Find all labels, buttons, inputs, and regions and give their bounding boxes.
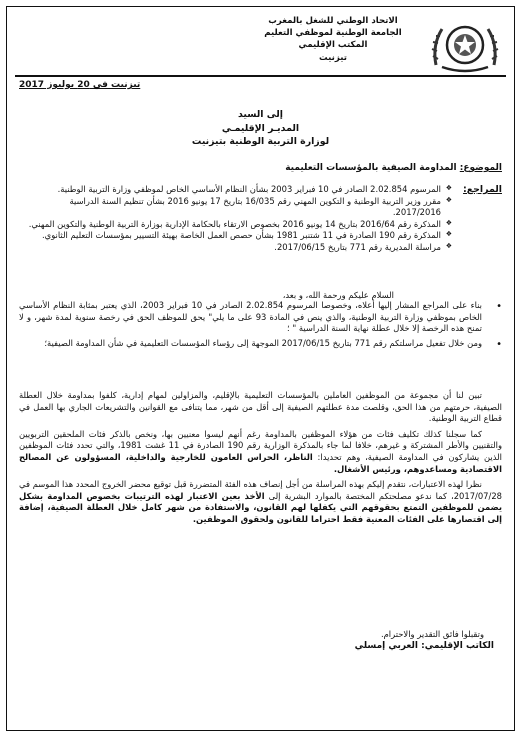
subject-label: الموضوع: (459, 163, 502, 173)
body-paragraph (19, 479, 502, 525)
recipient-line: إلى السيد (238, 109, 283, 120)
reference-item: ❖ المذكرة رقم 2016/64 بتاريخ 14 يونيو 2016 بخصوص الارتقاء بالحكامة الإدارية بوزارة التربية الوطنية والتكوين المهني. (19, 219, 452, 231)
body-paragraph (19, 429, 502, 475)
signature: الكاتب الإقليمي: العربي إمسلي (354, 641, 494, 651)
letterhead-line: الاتحاد الوطني للشغل بالمغرب (268, 16, 398, 26)
paragraph-text: كما سجلنا كذلك تكليف فئات من هؤلاء الموظفين بالمداومة رغم أنهم ليسوا معنيين بها، ونخص بالذكر فئات الملحقين التربويين والتقنيين والأطر المشتركة و غيرهم، خلافا لما جاء بالمذكرة الوزارية رقم 190 الصادرة في 11 غشت 1981، والتي تحدد فئات الموظفين الذين يشاركون في المداومة الصيفية، وهم تحديدا: (19, 428, 502, 462)
subject-line (19, 162, 502, 174)
letter-page (6, 6, 515, 731)
recipient-line: لوزارة التربية الوطنية بتيزنيت (191, 136, 330, 148)
reference-item: ❖ مقرر وزير التربية الوطنية و التكوين المهني رقم 16/035 بتاريخ 17 يونيو 2016 بشأن تنظيم السنة الدراسية 2017/2016. (19, 196, 452, 219)
letterhead-line: تيزنيت (319, 52, 347, 63)
bullet-list (19, 300, 484, 352)
closing-line: وتقبلوا فائق التقدير والاحترام. (380, 629, 484, 639)
bullet-item: • بناء على المراجع المشار إليها أعلاه، وخصوصا المرسوم 2.02.854 الصادر في 10 فبراير 2003، الذي يعتبر بمثابة النظام الأساسي الخاص بموظفي وزارة التربية الوطنية، والذي ينص في المادة 93 على ما يلي" يحق للموظف الحق في رخصة سنوية لمدة شهر، و لا تمنح هذه الرخصة إلا خلال عطلة نهاية السنة الدراسية " ؛ (19, 300, 484, 335)
recipient-block (7, 108, 514, 149)
recipient-line: المديـر الإقليمـي (221, 122, 300, 134)
paragraph-text: نظرا لهذه الاعتبارات، نتقدم إليكم بهذه المراسلة من أجل إنصاف هذه الفئة المتضررة قبل توقيع محضر الخروج المحدد هذا الموسم في 2017/07/28، كما ندعو مصلحتكم المختصة بالموارد البشرية إلى (19, 479, 502, 501)
reference-item: ❖ مراسلة المديرية رقم 771 بتاريخ 2017/06/15. (19, 242, 452, 254)
letterhead-line: المكتب الإقليمي (298, 40, 368, 51)
subject-text: المداومة الصيفية بالمؤسسات التعليمية (285, 163, 457, 173)
references-list (19, 184, 452, 254)
reference-item: ❖ المرسوم 2.02.854 الصادر في 10 فبراير 2003 بشأن النظام الأساسي الخاص لموظفي وزارة التربية الوطنية. (19, 184, 452, 196)
header-divider (15, 75, 506, 77)
letterhead-line: الجامعة الوطنية لموظفي التعليم (264, 28, 402, 39)
letterhead (248, 15, 418, 64)
references-label: المراجع: (463, 184, 502, 195)
union-emblem-icon (428, 15, 502, 73)
paragraph-emphasis: الأخذ بعين الاعتبار لهذه الترتيبات بخصوص المداومة بشكل يضمن للموظفين التمتع بحقوقهم التي يكفلها لهم القانون، والاستفادة من شهر كامل خلال العطلة الصيفية، إضافة إلى اقتصارها على الفئات المعنية فقط احتراما للقانون ولحقوق الموظفين. (19, 490, 502, 524)
reference-item: ❖ المذكرة رقم 190 الصادرة في 11 شتنبر 1981 بشأن حصص العمل الخاصة بهيئة التسيير بمؤسسات التعليم الثانوي. (19, 230, 452, 242)
letter-date: تيزنيت في 20 يوليوز 2017 (19, 80, 141, 90)
body-paragraphs (19, 390, 502, 530)
bullet-item: • ومن خلال تفعيل مراسلتكم رقم 771 بتاريخ 2017/06/15 الموجهة إلى رؤساء المؤسسات التعليمية في شأن المداومة الصيفية؛ (19, 338, 484, 350)
paragraph-text: تبين لنا أن مجموعة من الموظفين العاملين بالمؤسسات التعليمية بالإقليم، والمزاولين لمهام إدارية، كلفوا بمداومة خلال العطلة الصيفية، حرمتهم من هذا الحق، وقلصت مدة عطلتهم الصيفية إلى أقل من شهر، مما يتنافى مع القوانين والتشريعات الجاري بها العمل في قطاع التربية الوطنية. (19, 390, 502, 424)
greeting: السلام عليكم ورحمة الله، و بعد، (282, 290, 394, 300)
paragraph-emphasis: الناظر، الحراس العامون للخارجية والداخلية، المسؤولون عن المصالح الاقتصادية ومساعدوهم، ورئيس الأشغال. (19, 451, 502, 474)
body-paragraph (19, 390, 502, 425)
